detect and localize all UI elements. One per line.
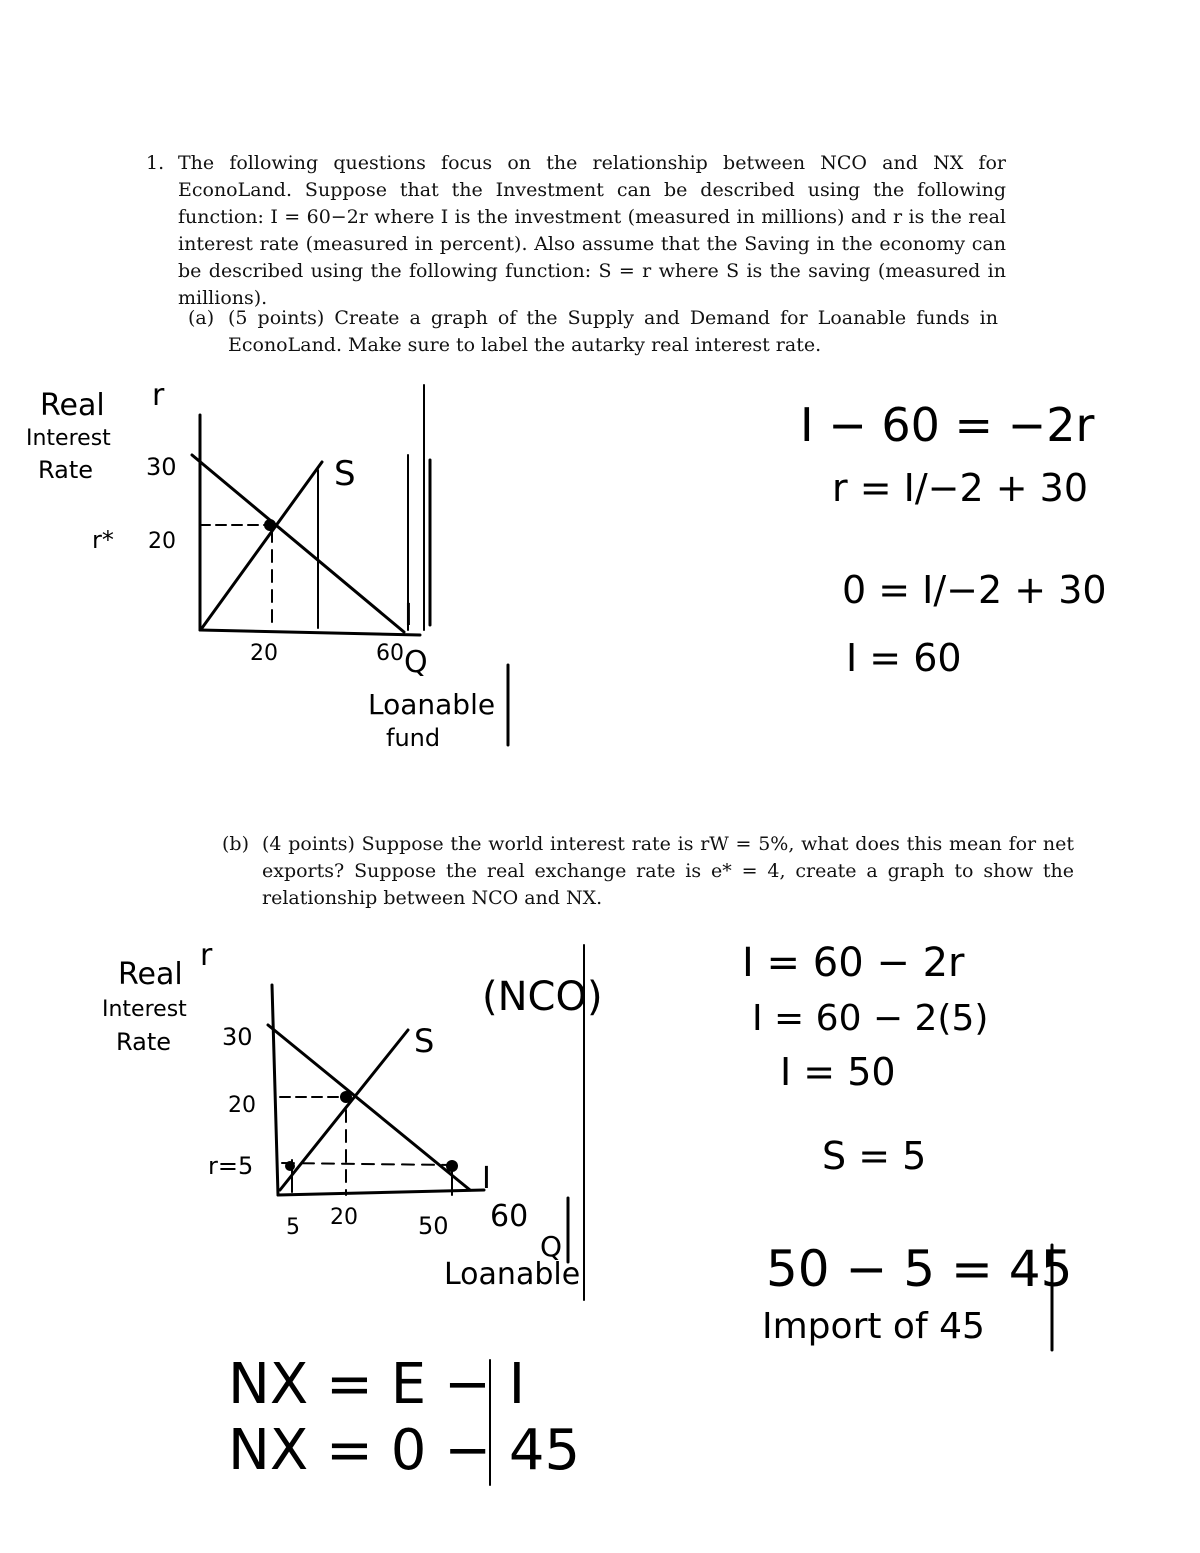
work-b-3: I = 50 [780, 1050, 896, 1094]
question-text: The following questions focus on the relationship between NCO and NX for EconoLand. Suppose that the Investment can be described using the following function: I = 60−2r where I is the investment (measured in millions) and r is the real interest rate (measured in percent). Also assume that the Saving in the economy can be described using the following function: S = r where S is the saving (measured in millions). [178, 152, 1006, 309]
tick-20-b: 20 [228, 1093, 256, 1118]
y-label-a-3: Rate [38, 456, 94, 484]
work-a-4: I = 60 [846, 636, 962, 680]
tick-30-b: 30 [222, 1023, 253, 1051]
supply-label-b: S [414, 1022, 435, 1060]
work-b-6: Import of 45 [762, 1306, 985, 1347]
x-tick-5-b: 5 [286, 1215, 300, 1240]
work-b-5: 50 − 5 = 45 [766, 1240, 1073, 1298]
demand-label-b: I [482, 1161, 491, 1196]
q-label-b: Q [540, 1230, 563, 1263]
y-label-b-1: Real [118, 957, 183, 992]
y-label-a-r: r [152, 378, 165, 413]
supply-curve-b [280, 1030, 408, 1190]
y-label-b-3: Rate [116, 1028, 172, 1056]
x-tick-20-b: 20 [330, 1205, 358, 1230]
x-axis-b [278, 1190, 484, 1195]
work-a-3: 0 = I/−2 + 30 [842, 568, 1107, 612]
part-a-label: (a) [188, 307, 215, 329]
world-rate-line-b [282, 1163, 450, 1165]
x-label-a-2: fund [386, 724, 441, 752]
supply-label-a: S [334, 454, 356, 494]
question-number: 1. [146, 152, 165, 174]
part-a-text: (5 points) Create a graph of the Supply and Demand for Loanable funds in EconoLand. Make sure to label the autarky real interest rate. [228, 307, 998, 356]
nx-line-2: NX = 0 − 45 [228, 1418, 581, 1483]
y-label-a-2: Interest [26, 426, 111, 451]
part-b-label: (b) [222, 833, 249, 855]
world-rate-saving-point-b [285, 1161, 295, 1171]
work-a-1: I − 60 = −2r [800, 398, 1095, 452]
x-label-b: Loanable [444, 1257, 581, 1292]
tick-20-a: 20 [148, 529, 176, 554]
world-rate-investment-point-b [446, 1160, 458, 1172]
tick-30-a: 30 [146, 453, 177, 481]
y-label-a-1: Real [40, 388, 105, 423]
work-b-1: I = 60 − 2r [742, 940, 965, 986]
work-b-4: S = 5 [822, 1134, 927, 1178]
equilibrium-point-b [340, 1091, 352, 1103]
y-label-b-2: Interest [102, 997, 187, 1022]
r-star-a: r* [92, 526, 114, 554]
work-a-2: r = I/−2 + 30 [832, 466, 1088, 510]
part-b-text: (4 points) Suppose the world interest rate is rW = 5%, what does this mean for net exports? Suppose the real exchange rate is e* = 4, create a graph to show the relationship between NCO and NX. [262, 833, 1074, 909]
tick-5-b: r=5 [208, 1152, 254, 1180]
x-label-a-1: Loanable [368, 688, 496, 721]
y-label-b-r: r [200, 938, 213, 973]
nx-line-1: NX = E − I [228, 1352, 526, 1417]
x-tick-60-a: 60 [376, 641, 404, 666]
work-b-2: I = 60 − 2(5) [752, 998, 989, 1039]
x-tick-20-a: 20 [250, 641, 278, 666]
demand-label-a: I [404, 598, 413, 633]
x-tick-50-b: 50 [418, 1212, 449, 1240]
x-tick-60-b: 60 [490, 1199, 529, 1234]
q-label-a: Q [404, 645, 428, 680]
y-axis-b [272, 985, 278, 1195]
nco-label-b: (NCO) [482, 974, 603, 1020]
